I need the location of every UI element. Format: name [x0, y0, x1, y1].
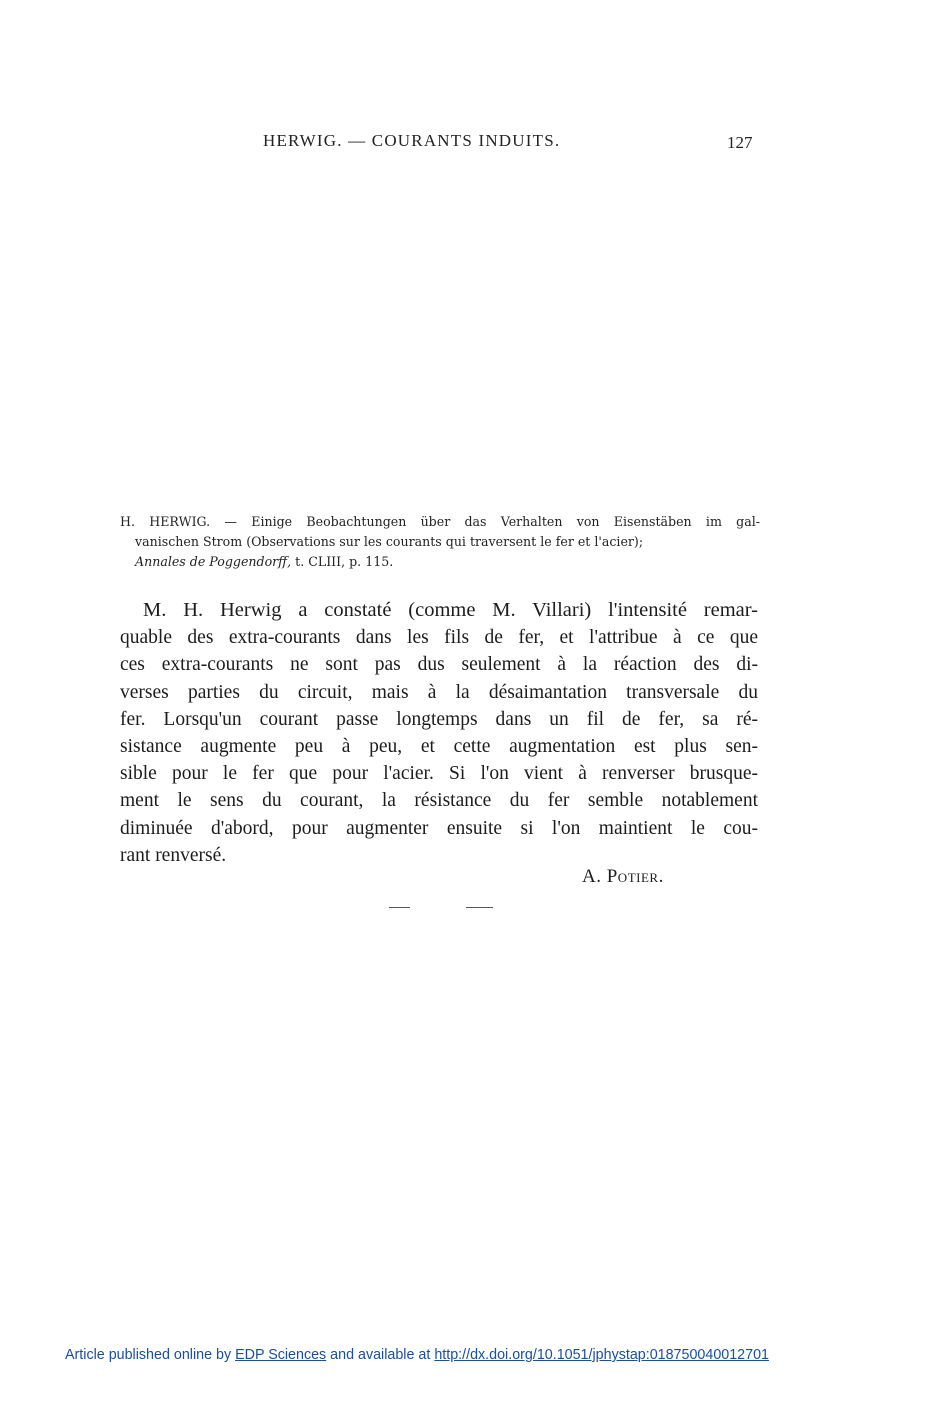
body-line: rant renversé. [120, 844, 227, 866]
body-line: quable des extra-courants dans les fils de fer, et l'attribue à ce que [120, 627, 758, 649]
reference-line-2: vanischen Strom (Observations sur les courants qui traversent le fer et l'acier); [135, 534, 644, 549]
doi-link[interactable]: http://dx.doi.org/10.1051/jphystap:018750040012701 [434, 1347, 769, 1363]
reference-line-1: H. HERWIG. — Einige Beobachtungen über das Verhalten von Eisenstäben im gal- [120, 514, 760, 529]
end-rule-right [466, 907, 493, 908]
end-rule-left [389, 907, 410, 908]
author-signature [582, 866, 664, 888]
body-line: verses parties du circuit, mais à la désaimantation transversale du [120, 681, 758, 703]
reference-line-3 [120, 552, 760, 572]
page-number: 127 [727, 133, 753, 152]
article-body [120, 597, 758, 869]
body-line: M. H. Herwig a constaté (comme M. Villari) l'intensité remar- [143, 599, 758, 621]
journal-title: Annales de Poggendorff, [135, 554, 292, 569]
footer-middle: and available at [326, 1347, 435, 1363]
publication-footer [65, 1347, 769, 1363]
signature-name: Potier. [606, 866, 664, 887]
body-line: fer. Lorsqu'un courant passe longtemps dans un fil de fer, sa ré- [120, 708, 758, 730]
running-title: HERWIG. — COURANTS INDUITS. [263, 131, 561, 150]
body-line: ment le sens du courant, la résistance du fer semble notablement [120, 790, 758, 812]
signature-initial: A. [582, 866, 607, 887]
citation-details: t. CLIII, p. 115. [291, 554, 394, 569]
publisher-link[interactable]: EDP Sciences [235, 1347, 327, 1363]
body-line: diminuée d'abord, pour augmenter ensuite si l'on maintient le cou- [120, 817, 758, 839]
body-line: sistance augmente peu à peu, et cette augmentation est plus sen- [120, 736, 758, 758]
footer-prefix: Article published online by [65, 1347, 236, 1363]
bibliographic-reference [120, 512, 760, 572]
body-line: sible pour le fer que pour l'acier. Si l'on vient à renverser brusque- [120, 763, 758, 785]
body-line: ces extra-courants ne sont pas dus seulement à la réaction des di- [120, 654, 758, 676]
